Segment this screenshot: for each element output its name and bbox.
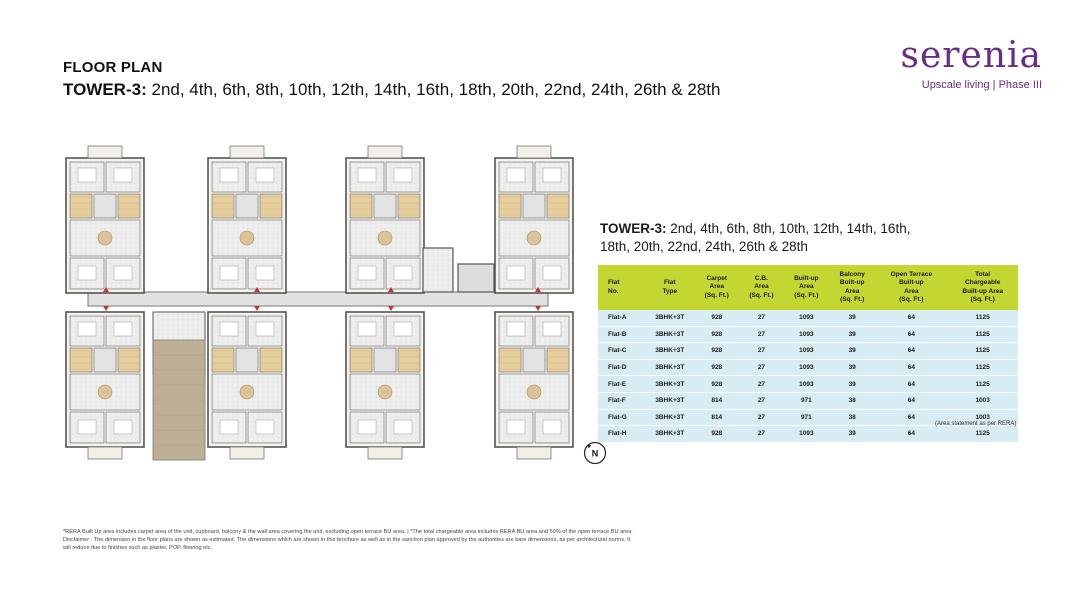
table-cell: 928 [694, 426, 739, 443]
footnote [63, 528, 763, 552]
table-cell: 27 [739, 359, 784, 376]
column-header-line: Balcony [839, 270, 865, 278]
table-cell: 928 [694, 326, 739, 343]
table-cell: Flat-G [598, 409, 645, 426]
table-cell: 1125 [947, 426, 1018, 443]
brand-logo [882, 36, 1042, 91]
table-tower-label: TOWER-3: [600, 221, 667, 236]
table-cell: 3BHK+3T [645, 392, 694, 409]
column-header-line: Area [904, 287, 919, 295]
column-header [784, 265, 829, 310]
logo-wordmark: serenia [900, 35, 1042, 76]
table-row [598, 359, 1018, 376]
footnote-line-1: *RERA Built Up area includes carpet area of the unit, cupboard, balcony & the wall area covering the unit, excluding open terrace BU area. | *The total chargeable area includes RERA BU area and 50% of the open terrace BU area. [63, 529, 633, 535]
table-cell: Flat-H [598, 426, 645, 443]
table-cell: 1125 [947, 343, 1018, 360]
column-header-line: Open Terrace [890, 270, 933, 278]
table-cell: 971 [784, 392, 829, 409]
table-cell: 928 [694, 343, 739, 360]
column-header-line: Area [844, 287, 860, 295]
table-cell: 39 [829, 310, 875, 326]
column-header-line: Area [709, 283, 724, 291]
column-header-line: Area [799, 283, 814, 291]
rera-note: (Area statement as per RERA) [935, 421, 1017, 427]
logo-tagline: Upscale living | Phase III [921, 79, 1042, 91]
table-cell: 928 [694, 376, 739, 393]
table-cell: 39 [829, 326, 875, 343]
column-header-line: Built-up [839, 279, 865, 286]
column-header-line: (Sq. Ft.) [749, 291, 774, 299]
table-cell: Flat-E [598, 376, 645, 393]
table-cell: 64 [875, 359, 947, 376]
column-header-line: Built-up Area [962, 287, 1003, 295]
table-cell: 64 [875, 392, 947, 409]
table-row [598, 376, 1018, 393]
table-cell: 1125 [947, 359, 1018, 376]
table-cell: 64 [875, 343, 947, 360]
table-cell: 928 [694, 359, 739, 376]
tower-floors-heading [63, 80, 721, 100]
column-header-line: (Sq. Ft.) [970, 296, 995, 303]
column-header-line: C.B. [754, 274, 768, 282]
column-header-line: Carpet [706, 274, 728, 282]
table-cell: 64 [875, 376, 947, 393]
table-cell: 1093 [784, 359, 829, 376]
table-cell: 64 [875, 310, 947, 326]
table-cell: 928 [694, 310, 739, 326]
table-cell: 3BHK+3T [645, 343, 694, 360]
column-header-line: Flat [664, 279, 676, 286]
table-cell: 1093 [784, 343, 829, 360]
table-cell: 1093 [784, 310, 829, 326]
table-cell: 814 [694, 392, 739, 409]
table-cell: Flat-F [598, 392, 645, 409]
column-header-line: (Sq. Ft.) [840, 296, 865, 303]
column-header-line: No. [608, 287, 619, 295]
table-cell: 27 [739, 426, 784, 443]
tower-label: TOWER-3: [63, 80, 147, 99]
table-row [598, 310, 1018, 326]
table-cell: 3BHK+3T [645, 326, 694, 343]
column-header-line: Total [975, 270, 991, 278]
table-cell: Flat-D [598, 359, 645, 376]
table-cell: 3BHK+3T [645, 376, 694, 393]
column-header-line: Flat [608, 279, 620, 286]
column-header-line: (Sq. Ft.) [899, 296, 924, 303]
table-cell: 971 [784, 409, 829, 426]
table-cell: 39 [829, 343, 875, 360]
column-header [739, 265, 784, 310]
table-cell: 3BHK+3T [645, 310, 694, 326]
table-cell: 27 [739, 392, 784, 409]
table-cell: 3BHK+3T [645, 359, 694, 376]
table-cell: 27 [739, 409, 784, 426]
floor-plan-drawing [58, 140, 583, 470]
column-header-line: Built-up [899, 279, 924, 286]
table-floors-line1: 2nd, 4th, 6th, 8th, 10th, 12th, 14th, 16th, [670, 221, 911, 236]
footnote-line-3: will reduce due to finishes such as plaster, POP, flooring etc. [63, 545, 213, 551]
column-header-line: Area [754, 283, 769, 291]
table-cell: 1125 [947, 326, 1018, 343]
table-cell: 1093 [784, 376, 829, 393]
table-cell: 814 [694, 409, 739, 426]
table-cell: 38 [829, 409, 875, 426]
table-cell: 1003 [947, 392, 1018, 409]
table-cell: 27 [739, 310, 784, 326]
table-cell: 64 [875, 409, 947, 426]
table-cell: Flat-B [598, 326, 645, 343]
column-header [829, 265, 875, 310]
north-compass-icon [583, 441, 607, 465]
table-heading [600, 220, 940, 256]
compass-label: N [591, 448, 599, 459]
table-cell: 3BHK+3T [645, 409, 694, 426]
table-cell: 39 [829, 426, 875, 443]
column-header-line: Chargeable [964, 279, 1001, 286]
column-header [598, 265, 645, 310]
table-cell: 27 [739, 376, 784, 393]
table-cell: 64 [875, 326, 947, 343]
table-cell: 27 [739, 326, 784, 343]
page-title: FLOOR PLAN [63, 59, 163, 76]
table-cell: 27 [739, 343, 784, 360]
area-statement-table [598, 265, 1018, 443]
table-row [598, 326, 1018, 343]
column-header [645, 265, 694, 310]
table-floors-line2: 18th, 20th, 22nd, 24th, 26th & 28th [600, 239, 808, 254]
table-cell: 1093 [784, 326, 829, 343]
column-header-line: (Sq. Ft.) [794, 291, 819, 299]
table-cell: 3BHK+3T [645, 426, 694, 443]
footnote-line-2: Disclaimer : The dimension in the floor plans are shown as estimated. The dimensions which are shown in this brochure as well as in the sanction plan approved by the authorities are bare dimensions, as per architectural norms. It [63, 537, 631, 543]
table-row [598, 426, 1018, 443]
column-header [694, 265, 739, 310]
table-cell: Flat-C [598, 343, 645, 360]
table-cell: 39 [829, 359, 875, 376]
table-cell: 64 [875, 426, 947, 443]
column-header-line: Built-up [794, 274, 819, 282]
column-header-line: Type [662, 287, 678, 295]
table-cell: 38 [829, 392, 875, 409]
table-header-row [598, 265, 1018, 310]
table-cell: 1125 [947, 376, 1018, 393]
table-cell: 1093 [784, 426, 829, 443]
table-cell: Flat-A [598, 310, 645, 326]
column-header-line: (Sq. Ft.) [704, 291, 729, 299]
table-cell: 1003 [947, 409, 1018, 426]
column-header [947, 265, 1018, 310]
column-header [875, 265, 947, 310]
table-cell: 1125 [947, 310, 1018, 326]
table-cell: 39 [829, 376, 875, 393]
table-row [598, 343, 1018, 360]
table-row [598, 392, 1018, 409]
floor-list: 2nd, 4th, 6th, 8th, 10th, 12th, 14th, 16th, 18th, 20th, 22nd, 24th, 26th & 28th [151, 80, 721, 99]
